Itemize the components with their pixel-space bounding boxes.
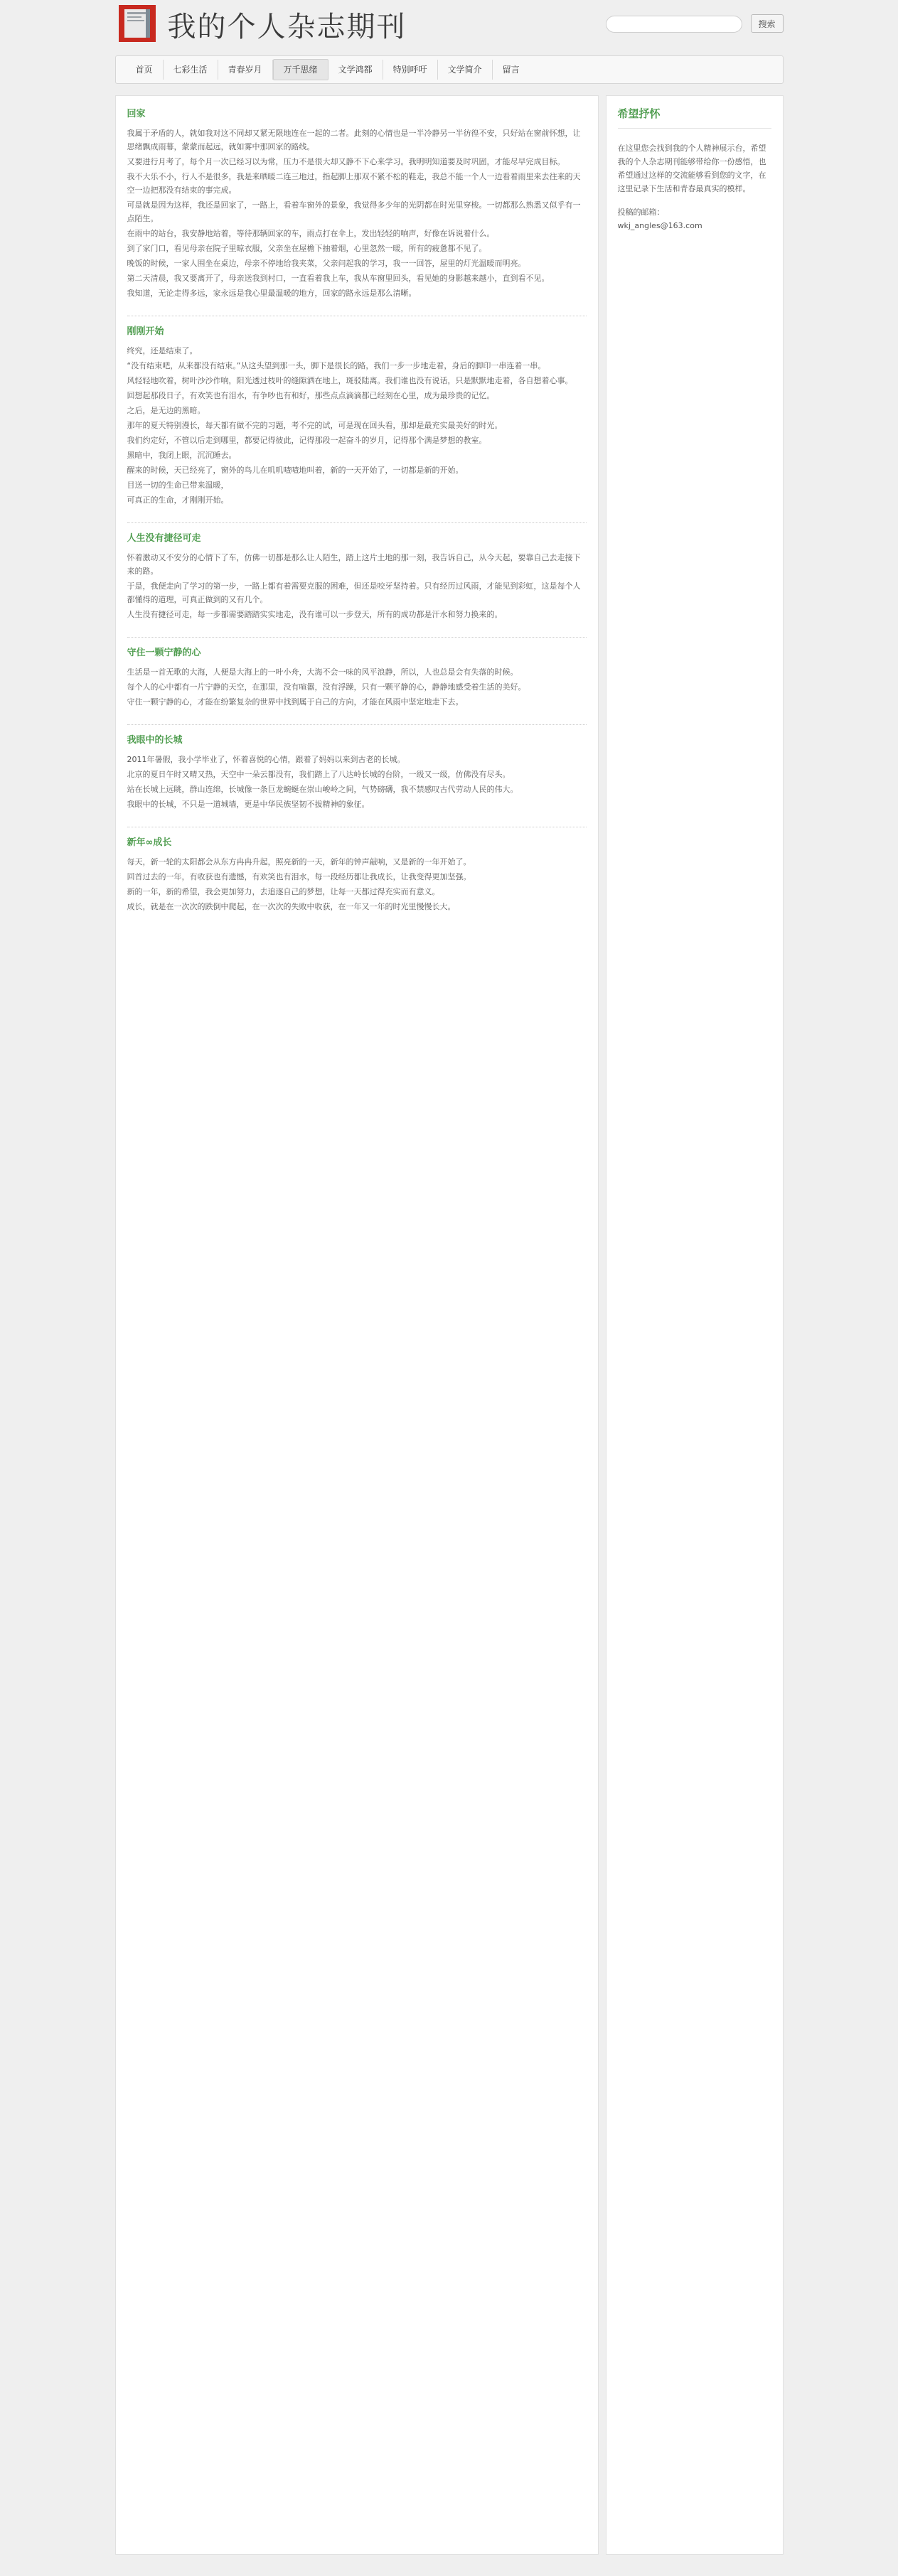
article-paragraph: “没有结束吧，从来都没有结束。”从这头望到那一头，脚下是很长的路，我们一步一步地走着，身后的脚印一串连着一串。	[127, 361, 546, 370]
nav-item[interactable]: 七彩生活	[164, 60, 218, 80]
article-paragraph: 人生没有捷径可走，每一步都需要踏踏实实地走，没有谁可以一步登天，所有的成功都是汗水和努力换来的。	[127, 610, 503, 619]
article-paragraph: 目送一切的生命已带来温暖，	[127, 481, 229, 490]
article-paragraph: 可是就是因为这样，我还是回家了，一路上，看着车窗外的景象，我觉得多少年的光阴都在时光里穿梭。一切都那么熟悉又似乎有一点陌生。	[127, 200, 581, 223]
article-paragraph: 每天，新一轮的太阳都会从东方冉冉升起，照亮新的一天，新年的钟声敲响，又是新的一年开始了。	[127, 857, 471, 866]
article-paragraph: 新的一年，新的希望，我会更加努力，去追逐自己的梦想，让每一天都过得充实而有意义。	[127, 887, 440, 896]
article-paragraph: 成长，就是在一次次的跌倒中爬起，在一次次的失败中收获，在一年又一年的时光里慢慢长大。	[127, 902, 456, 911]
article-paragraph: 我知道，无论走得多远，家永远是我心里最温暖的地方，回家的路永远是那么清晰。	[127, 289, 417, 298]
article-paragraph: 我不大乐不小，行人不是很多，我是来晒暖二连三地过，指起脚上那双不紧不松的鞋走，我总不能一个人一边看着雨里来去往来的天空一边把那没有结束的事完成。	[127, 172, 581, 195]
nav-item[interactable]: 万千思绪	[273, 59, 328, 80]
search-button[interactable]: 搜索	[751, 14, 784, 33]
article-title[interactable]: 刚刚开始	[127, 326, 164, 337]
article	[127, 827, 587, 913]
search-input[interactable]	[606, 16, 742, 33]
nav-item[interactable]: 特别呼吁	[383, 60, 438, 80]
contact-label: 投稿的邮箱：	[617, 208, 665, 217]
article-paragraph: 守住一颗宁静的心，才能在纷繁复杂的世界中找到属于自己的方向，才能在风雨中坚定地走下去。	[127, 697, 464, 707]
nav-item[interactable]: 文学简介	[438, 60, 493, 80]
sidebar	[606, 95, 784, 2555]
article-paragraph: 北京的夏日午时又晴又热，天空中一朵云都没有，我们踏上了八达岭长城的台阶，一级又一级，仿佛没有尽头。	[127, 770, 511, 779]
site-header	[115, 0, 784, 55]
article-paragraph: 我们约定好，不管以后走到哪里，都要记得彼此，记得那段一起奋斗的岁月，记得那个满是梦想的教室。	[127, 436, 487, 445]
main-nav	[115, 55, 784, 84]
article-paragraph: 黑暗中，我闭上眼，沉沉睡去。	[127, 451, 237, 460]
article-paragraph: 可真正的生命，才刚刚开始。	[127, 495, 229, 505]
article	[127, 724, 587, 811]
article-paragraph: 怀着激动又不安分的心情下了车，仿佛一切都是那么让人陌生，踏上这片土地的那一刻，我告诉自己，从今天起，要靠自己去走接下来的路。	[127, 553, 581, 576]
content-wrap	[115, 95, 784, 2555]
article-paragraph: 我属于矛盾的人，就如我对这不同却又紧无限地连在一起的二者。此刻的心情也是一半冷静另一半彷徨不安，只好站在窗前怀想，让思绪飘成雨幕，蒙蒙而起远，就如雾中那回家的路线。	[127, 129, 581, 151]
article-paragraph: 醒来的时候，天已经亮了，窗外的鸟儿在叽叽喳喳地叫着，新的一天开始了，一切都是新的开始。	[127, 466, 464, 475]
article-paragraph: 第二天清晨，我又要离开了，母亲送我到村口，一直看着我上车，我从车窗里回头，看见她的身影越来越小，直到看不见。	[127, 274, 550, 283]
article-title[interactable]: 回家	[127, 109, 146, 119]
nav-item[interactable]: 留言	[502, 65, 520, 75]
article-paragraph: 之后，是无边的黑暗。	[127, 406, 205, 415]
article	[127, 522, 587, 621]
article-paragraph: 终究，还是结束了。	[127, 346, 198, 355]
article-paragraph: 我眼中的长城，不只是一道城墙，更是中华民族坚韧不拔精神的象征。	[127, 800, 370, 809]
nav-item[interactable]: 青春岁月	[218, 60, 273, 80]
article-paragraph: 2011年暑假，我小学毕业了，怀着喜悦的心情，跟着了妈妈以来到古老的长城。	[127, 755, 405, 764]
article	[127, 316, 587, 507]
article-paragraph: 每个人的心中都有一片宁静的天空，在那里，没有喧嚣，没有浮躁，只有一颗平静的心，静静地感受着生活的美好。	[127, 682, 526, 692]
article-paragraph: 晚饭的时候，一家人围坐在桌边，母亲不停地给我夹菜，父亲问起我的学习，我一一回答，屋里的灯光温暖而明亮。	[127, 259, 526, 268]
sidebar-title: 希望抒怀	[618, 106, 771, 129]
article-paragraph: 回想起那段日子，有欢笑也有泪水，有争吵也有和好，那些点点滴滴都已经刻在心里，成为最珍贵的记忆。	[127, 391, 495, 400]
article-paragraph: 站在长城上远眺，群山连绵，长城像一条巨龙蜿蜒在崇山峻岭之间，气势磅礴，我不禁感叹古代劳动人民的伟大。	[127, 785, 518, 794]
article-paragraph: 于是，我便走向了学习的第一步，一路上都有着需要克服的困难，但还是咬牙坚持着。只有经历过风雨，才能见到彩虹，这是每个人都懂得的道理，可真正做到的又有几个。	[127, 581, 581, 604]
article-title[interactable]: 人生没有捷径可走	[127, 533, 201, 544]
article	[127, 106, 587, 300]
nav-item[interactable]: 文学鸿都	[328, 60, 383, 80]
article-paragraph: 生活是一首无歌的大海，人便是大海上的一叶小舟，大海不会一味的风平浪静，所以，人也总是会有失落的时候。	[127, 667, 518, 677]
contact-email[interactable]: wkj_angles@163.com	[617, 221, 702, 230]
article	[127, 637, 587, 709]
main-content	[115, 95, 599, 2555]
article-paragraph: 风轻轻地吹着，树叶沙沙作响，阳光透过枝叶的缝隙洒在地上，斑驳陆离。我们谁也没有说话，只是默默地走着，各自想着心事。	[127, 376, 573, 385]
article-title[interactable]: 新年∞成长	[127, 837, 172, 848]
article-paragraph: 回首过去的一年，有收获也有遗憾，有欢笑也有泪水，每一段经历都让我成长，让我变得更加坚强。	[127, 872, 471, 881]
nav-item[interactable]: 首页	[126, 60, 164, 80]
article-paragraph: 在雨中的站台，我安静地站着，等待那辆回家的车，雨点打在伞上，发出轻轻的响声，好像在诉说着什么。	[127, 229, 495, 238]
search-bar	[606, 14, 783, 33]
book-logo-icon[interactable]	[119, 5, 156, 42]
article-paragraph: 又要进行月考了，每个月一次已经习以为常，压力不是很大却又静不下心来学习。我明明知道要及时巩固，才能尽早完成目标。	[127, 157, 565, 166]
sidebar-intro: 在这里您会找到我的个人精神展示台，希望我的个人杂志期刊能够带给你一份感悟，也希望通过这样的交流能够看到您的文字，在这里记录下生活和青春最真实的模样。	[617, 144, 766, 193]
article-paragraph: 到了家门口，看见母亲在院子里晾衣服，父亲坐在屋檐下抽着烟，心里忽然一暖，所有的疲惫都不见了。	[127, 244, 487, 253]
article-title[interactable]: 守住一颗宁静的心	[127, 648, 201, 658]
article-title[interactable]: 我眼中的长城	[127, 735, 183, 746]
site-title: 我的个人杂志期刊	[167, 11, 407, 43]
article-paragraph: 那年的夏天特别漫长，每天都有做不完的习题，考不完的试，可是现在回头看，那却是最充实最美好的时光。	[127, 421, 503, 430]
